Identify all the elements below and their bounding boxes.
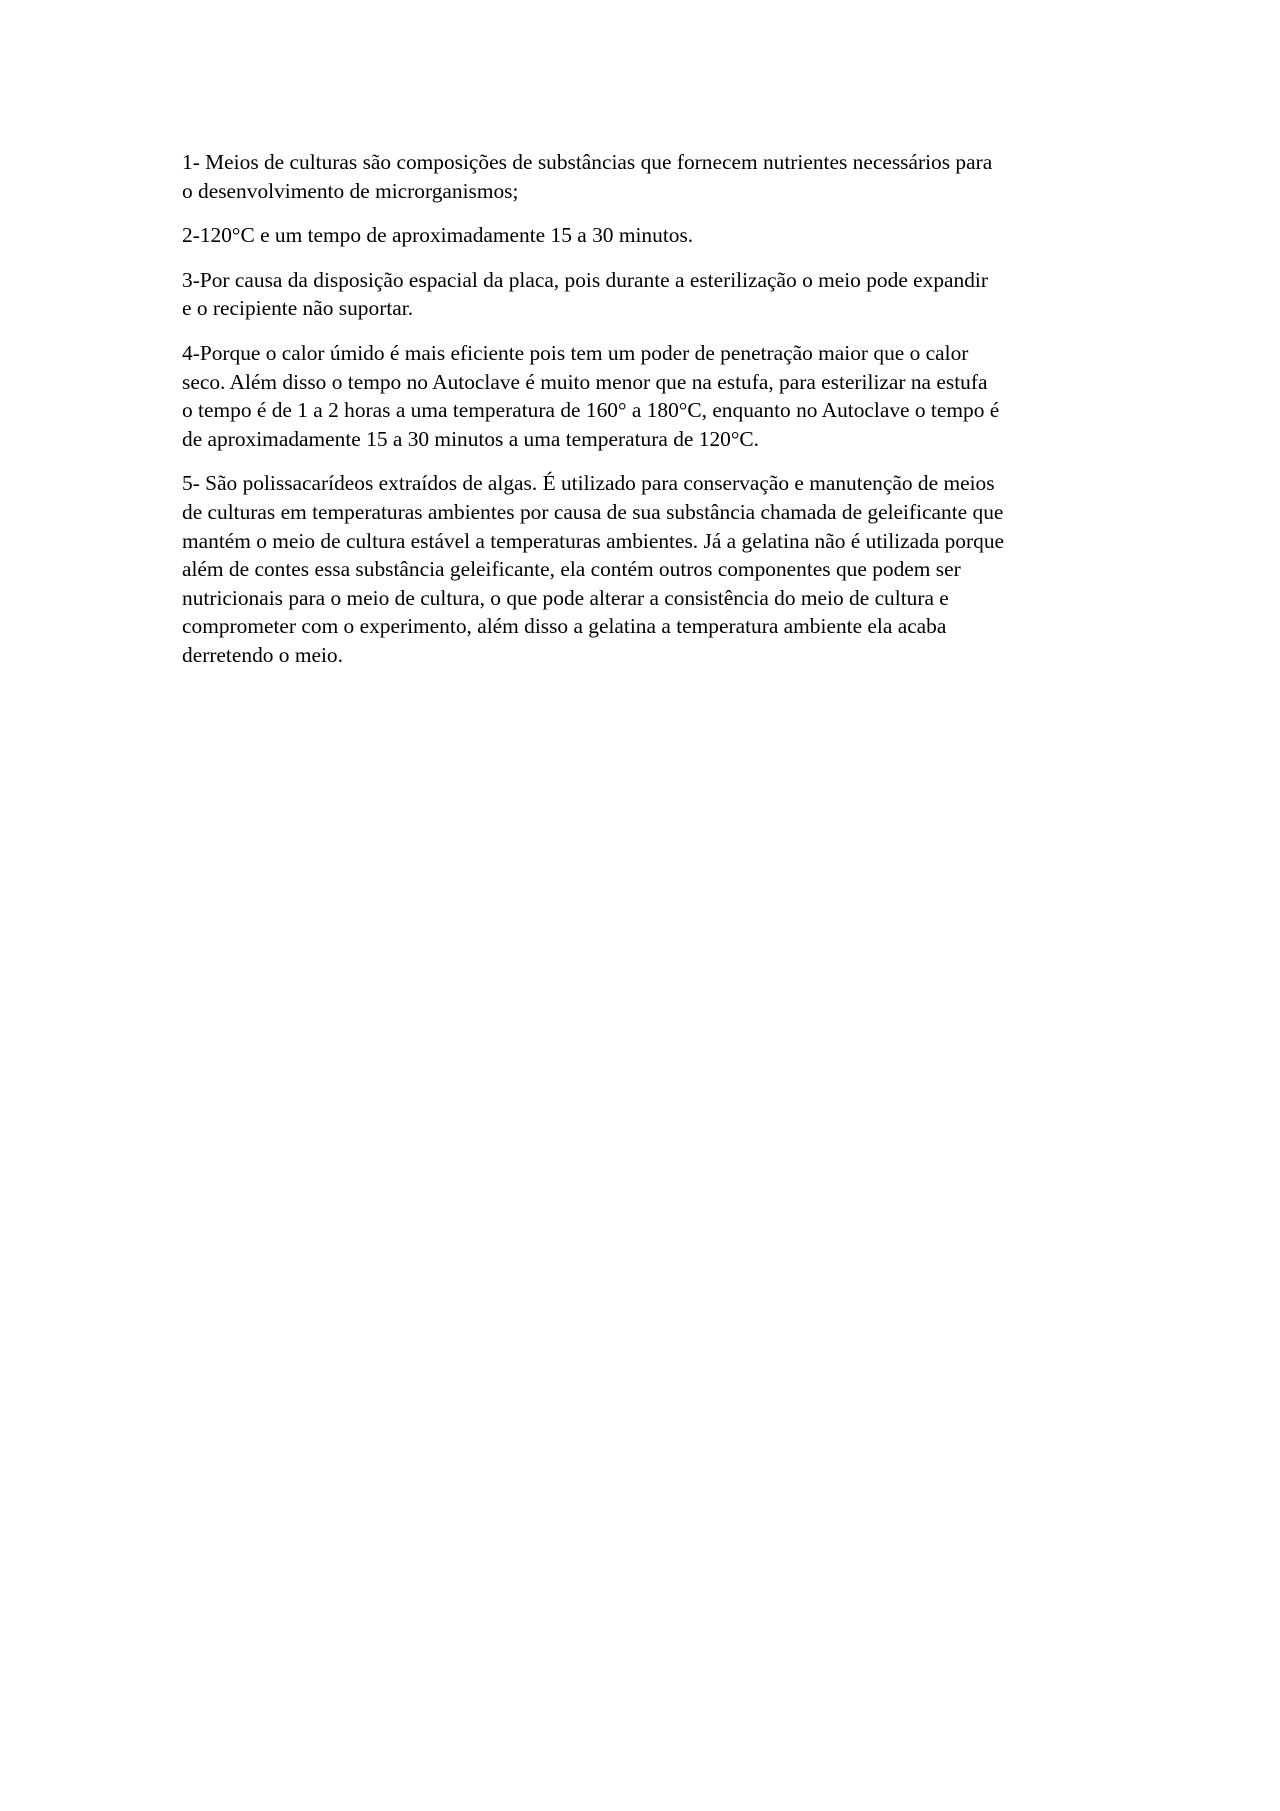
document-body (182, 148, 1102, 686)
text-line: nutricionais para o meio de cultura, o que pode alterar a consistência do meio de cultura e (182, 585, 949, 610)
answer-2-paragraph (182, 221, 1102, 250)
text-line: de culturas em temperaturas ambientes por causa de sua substância chamada de geleificante que (182, 499, 1004, 524)
text-line: 1- Meios de culturas são composições de substâncias que fornecem nutrientes necessários para (182, 150, 993, 174)
text-line: 4-Porque o calor úmido é mais eficiente pois tem um poder de penetração maior que o calor (182, 340, 969, 365)
text-line: mantém o meio de cultura estável a temperaturas ambientes. Já a gelatina não é utilizada porque (182, 528, 1005, 553)
text-line: 2-120°C e um tempo de aproximadamente 15 a 30 minutos. (182, 223, 694, 248)
answer-5-paragraph (182, 469, 1102, 669)
text-line: comprometer com o experimento, além disso a gelatina a temperatura ambiente ela acaba (182, 614, 947, 639)
answer-3-paragraph (182, 266, 1102, 323)
text-line: o desenvolvimento de microrganismos; (182, 178, 519, 203)
text-line: 5- São polissacarídeos extraídos de algas. É utilizado para conservação e manutenção de meios (182, 471, 995, 496)
text-line: de aproximadamente 15 a 30 minutos a uma temperatura de 120°C. (182, 426, 760, 451)
answer-1-paragraph (182, 148, 1102, 205)
text-line: derretendo o meio. (182, 642, 343, 667)
text-line: seco. Além disso o tempo no Autoclave é muito menor que na estufa, para esterilizar na estufa (182, 369, 988, 394)
text-line: e o recipiente não suportar. (182, 296, 414, 321)
text-line: o tempo é de 1 a 2 horas a uma temperatura de 160° a 180°C, enquanto no Autoclave o tempo é (182, 398, 1000, 423)
text-line: além de contes essa substância geleificante, ela contém outros componentes que podem ser (182, 557, 961, 582)
answer-4-paragraph (182, 339, 1102, 453)
text-line: 3-Por causa da disposição espacial da placa, pois durante a esterilização o meio pode expandir (182, 267, 988, 292)
